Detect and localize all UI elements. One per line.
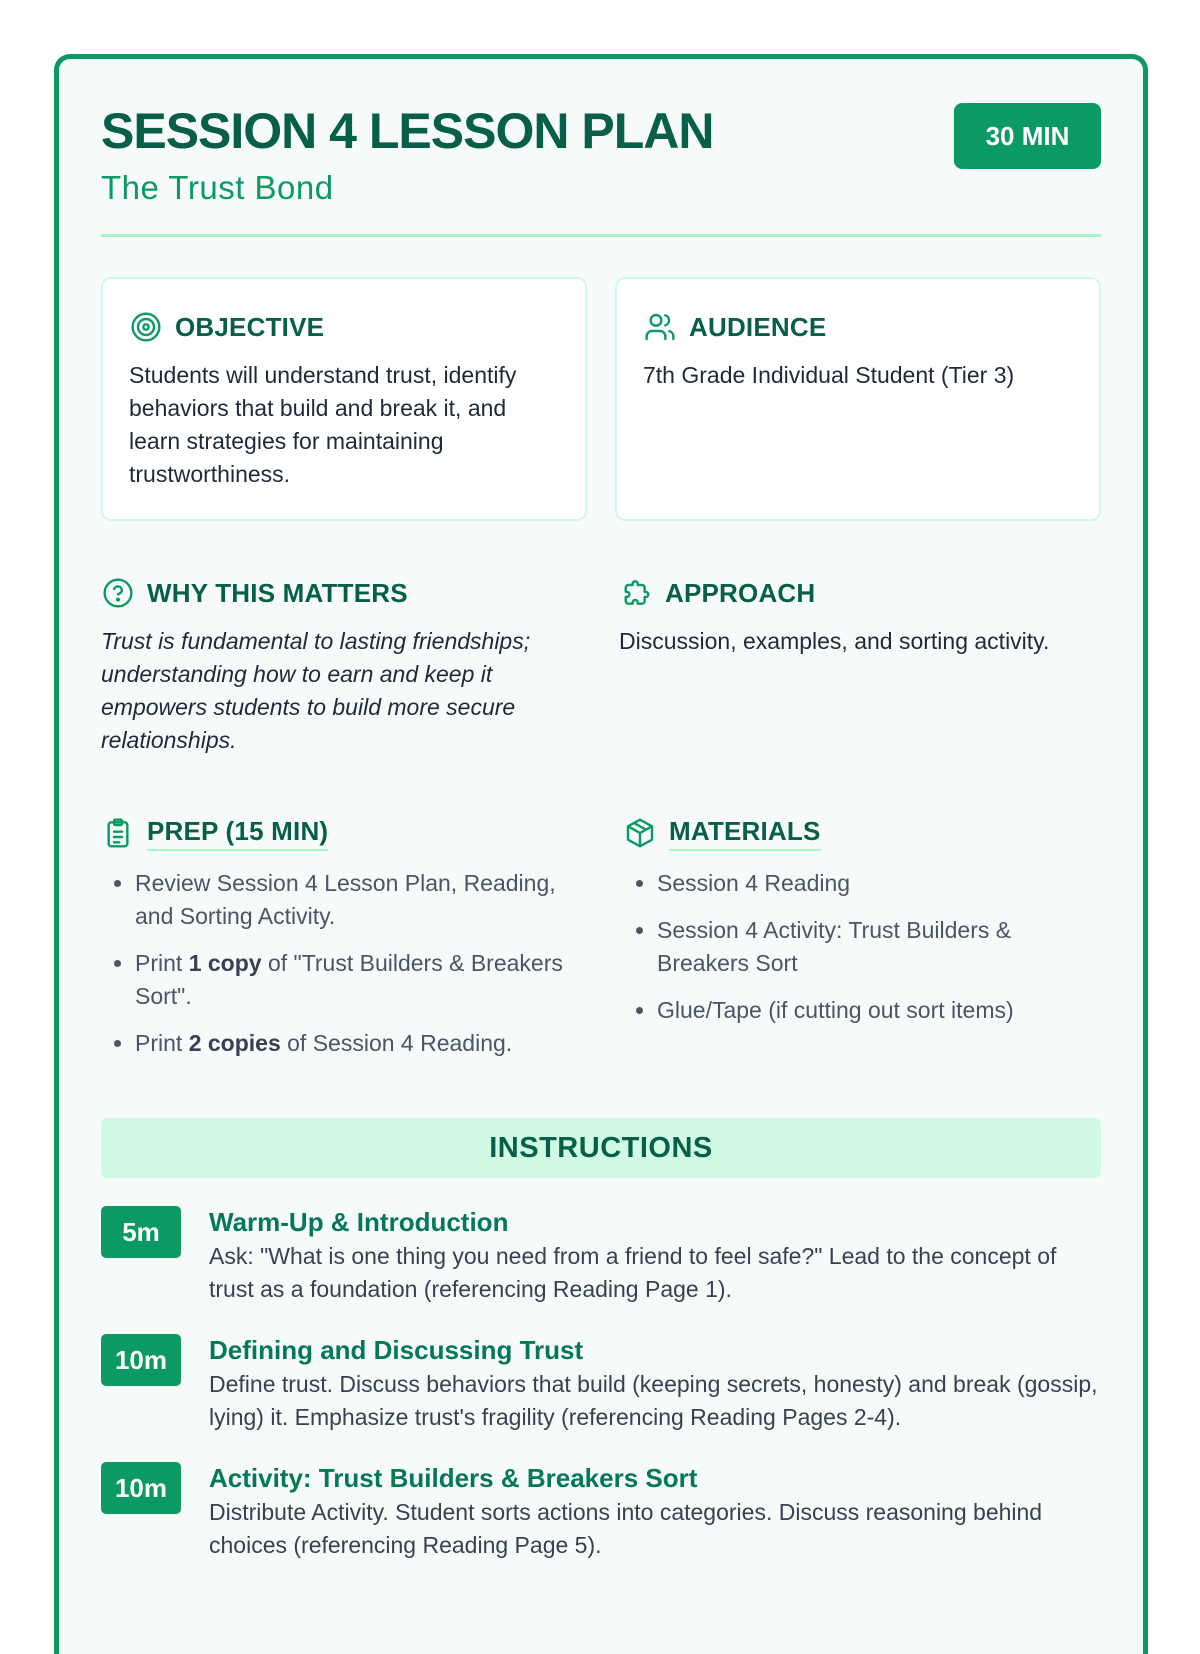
why-heading [101,573,583,613]
step-body [209,1460,1101,1562]
prep-materials-row [101,813,1101,1074]
approach-heading [619,573,1101,613]
approach-text: Discussion, examples, and sorting activity. [619,628,1050,654]
prep-heading [101,813,579,853]
step-body [209,1204,1101,1306]
step-text: Ask: "What is one thing you need from a friend to feel safe?" Lead to the concept of trust as a foundation (referencing Reading Page 1). [209,1243,1057,1302]
header [101,99,1101,237]
clipboard-icon [101,816,135,850]
prep-section [101,813,579,1074]
step-title: Defining and Discussing Trust [209,1335,584,1365]
materials-item: • Glue/Tape (if cutting out sort items) [657,994,1101,1027]
step-title: Warm-Up & Introduction [209,1207,509,1237]
objective-text: Students will understand trust, identify behaviors that build and break it, and learn strategies for maintaining trustworthiness. [129,362,517,487]
step-time-badge: 10m [101,1334,181,1386]
materials-heading [623,813,1101,853]
overview-row [101,277,1101,521]
prep-item: • Print 2 copies of Session 4 Reading. [135,1027,579,1060]
page-title: SESSION 4 LESSON PLAN [101,103,714,159]
materials-section [615,813,1101,1074]
why-title: WHY THIS MATTERS [147,577,408,608]
lesson-plan-card [54,54,1148,1654]
why-text: Trust is fundamental to lasting friendships; understanding how to earn and keep it empowers students to build more secure relationships. [101,628,531,753]
materials-list [623,867,1101,1027]
audience-heading [643,307,1073,347]
audience-title: AUDIENCE [689,311,827,342]
instruction-step [101,1460,1101,1562]
help-circle-icon [101,576,135,610]
step-time-badge: 10m [101,1462,181,1514]
step-text: Define trust. Discuss behaviors that build (keeping secrets, honesty) and break (gossip, lying) it. Emphasize trust's fragility (referencing Reading Pages 2-4). [209,1371,1098,1430]
card-content [101,99,1101,1562]
package-icon [623,816,657,850]
puzzle-icon [619,576,653,610]
prep-item: • Print 1 copy of "Trust Builders & Breakers Sort". [135,947,579,1013]
instructions-header: INSTRUCTIONS [101,1118,1101,1178]
target-icon [129,310,163,344]
materials-item: • Session 4 Reading [657,867,1101,900]
prep-list [101,867,579,1060]
instruction-step [101,1204,1101,1306]
prep-title: PREP (15 MIN) [147,816,328,851]
step-body [209,1332,1101,1434]
approach-title: APPROACH [665,577,816,608]
objective-heading [129,307,559,347]
audience-box [615,277,1101,521]
duration-badge: 30 MIN [954,103,1101,169]
step-title: Activity: Trust Builders & Breakers Sort [209,1463,698,1493]
rationale-row [101,573,1101,757]
audience-text: 7th Grade Individual Student (Tier 3) [643,362,1015,388]
objective-title: OBJECTIVE [175,311,325,342]
users-icon [643,310,677,344]
instruction-step [101,1332,1101,1434]
why-section [101,573,583,757]
page-subtitle: The Trust Bond [101,169,334,206]
prep-item: • Review Session 4 Lesson Plan, Reading, and Sorting Activity. [135,867,579,933]
step-text: Distribute Activity. Student sorts actions into categories. Discuss reasoning behind choices (referencing Reading Page 5). [209,1499,1043,1558]
materials-item: • Session 4 Activity: Trust Builders & Breakers Sort [657,914,1101,980]
approach-section [619,573,1101,757]
materials-title: MATERIALS [669,816,821,851]
objective-box [101,277,587,521]
step-time-badge: 5m [101,1206,181,1258]
